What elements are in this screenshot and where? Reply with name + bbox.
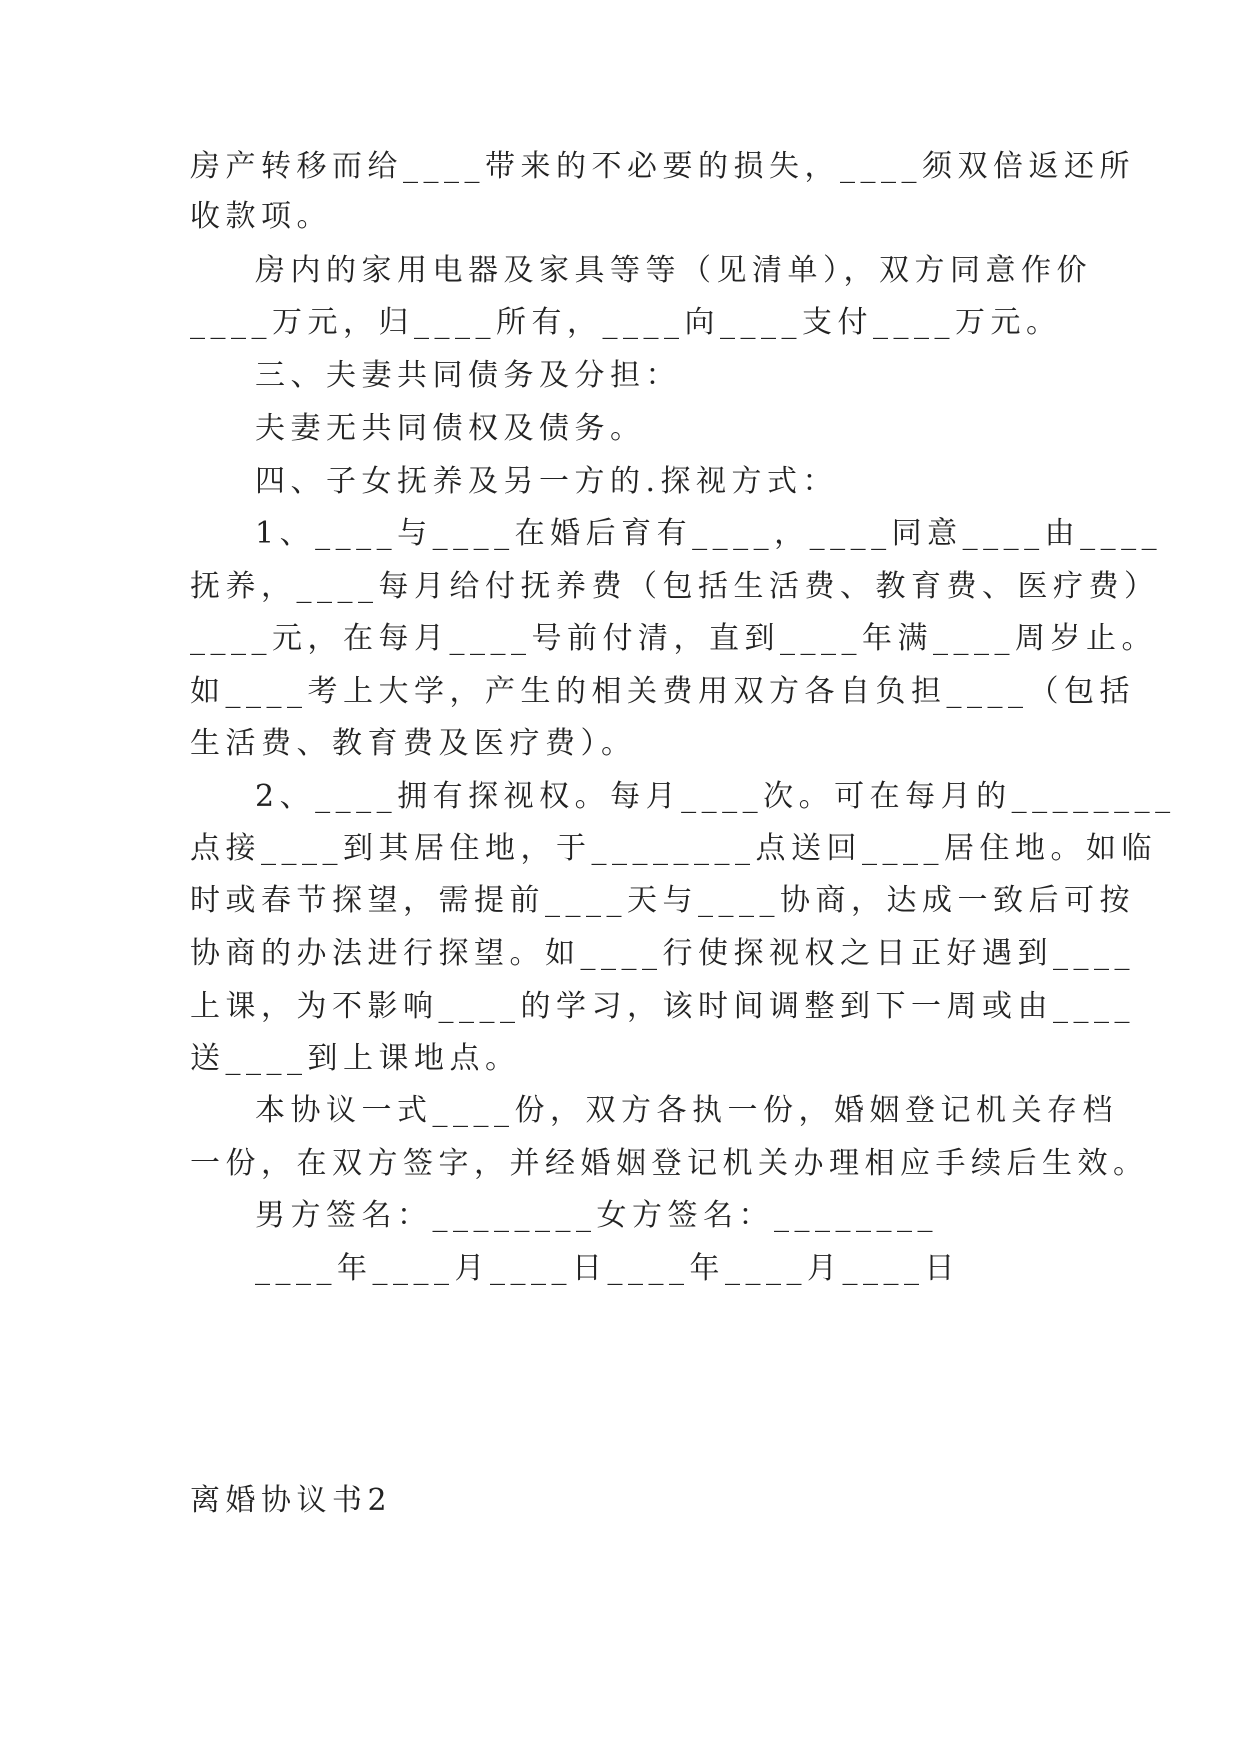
text-line-4: ____万元，归____所有，____向____支付____万元。 (190, 305, 1062, 340)
date-line: ____年____月____日____年____月____日 (255, 1251, 960, 1286)
text-line-15: 时或春节探望，需提前____天与____协商，达成一致后可按 (190, 883, 1135, 918)
text-line-19: 本协议一式____份，双方各执一份，婚姻登记机关存档 (255, 1093, 1118, 1128)
text-line-3: 房内的家用电器及家具等等（见清单），双方同意作价 (255, 253, 1092, 288)
section-heading-children: 四、子女抚养及另一方的.探视方式： (255, 464, 839, 499)
text-line-9: 抚养，____每月给付抚养费（包括生活费、教育费、医疗费） (190, 569, 1160, 604)
text-line-17: 上课，为不影响____的学习，该时间调整到下一周或由____ (190, 989, 1135, 1024)
text-line-13: 2、____拥有探视权。每月____次。可在每月的________ (255, 779, 1176, 814)
text-line-6: 夫妻无共同债权及债务。 (255, 411, 646, 446)
section-heading-debts: 三、夫妻共同债务及分担： (255, 358, 681, 393)
text-line-16: 协商的办法进行探望。如____行使探视权之日正好遇到____ (190, 936, 1135, 971)
text-line-10: ____元，在每月____号前付清，直到____年满____周岁止。 (190, 621, 1157, 656)
text-line-12: 生活费、教育费及医疗费）。 (190, 726, 637, 761)
signature-line: 男方签名：________女方签名：________ (255, 1198, 938, 1233)
text-line-11: 如____考上大学，产生的相关费用双方各自负担____（包括 (190, 674, 1135, 709)
text-line-2: 收款项。 (190, 199, 332, 234)
text-line-8: 1、____与____在婚后育有____，____同意____由____ (255, 516, 1163, 551)
text-line-1: 房产转移而给____带来的不必要的损失，____须双倍返还所 (190, 149, 1135, 184)
text-line-20: 一份，在双方签字，并经婚姻登记机关办理相应手续后生效。 (190, 1146, 1149, 1181)
text-line-14: 点接____到其居住地，于________点送回____居住地。如临 (190, 831, 1157, 866)
text-line-18: 送____到上课地点。 (190, 1041, 521, 1076)
next-document-title: 离婚协议书2 (190, 1483, 393, 1518)
